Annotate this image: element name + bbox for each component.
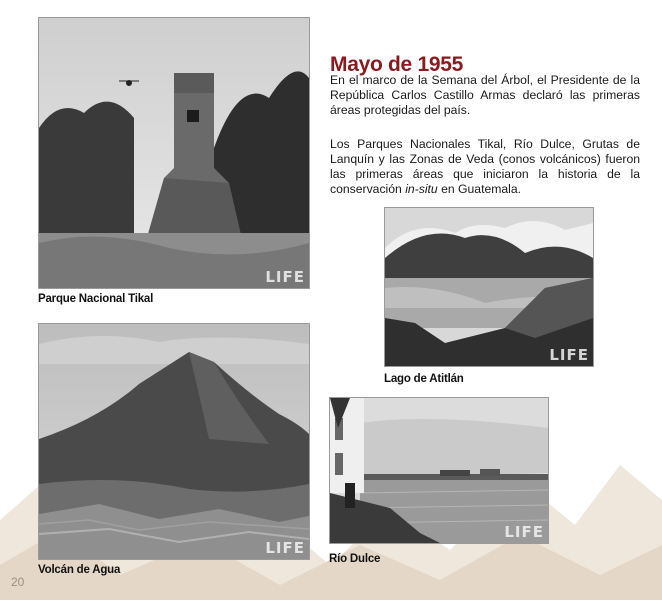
atitlan-photo xyxy=(384,207,594,367)
section-title: Mayo de 1955 xyxy=(330,53,463,76)
rio-dulce-photo xyxy=(329,397,549,544)
paragraph-text: Los Parques Nacionales Tikal, Río Dulce, Grutas de Lanquín y las Zonas de Veda (conos volcánicos) fueron las primeras áreas que iniciaron la historia de la conservación xyxy=(330,137,640,196)
life-watermark: LIFE xyxy=(265,268,305,286)
life-watermark: LIFE xyxy=(549,346,589,364)
paragraph-national-parks xyxy=(330,137,640,197)
tikal-photo xyxy=(38,17,310,289)
volcan-agua-photo xyxy=(38,323,310,560)
paragraph-protected-areas: En el marco de la Semana del Árbol, el Presidente de la República Carlos Castillo Armas declaró las primeras áreas protegidas del país. xyxy=(330,73,640,117)
atitlan-caption: Lago de Atitlán xyxy=(384,373,464,385)
page-number: 20 xyxy=(11,575,25,589)
tikal-caption: Parque Nacional Tikal xyxy=(38,293,154,305)
paragraph-text-end: en Guatemala. xyxy=(437,182,522,196)
rio-dulce-caption: Río Dulce xyxy=(329,553,381,565)
life-watermark: LIFE xyxy=(504,523,544,541)
volcan-agua-caption: Volcán de Agua xyxy=(38,564,121,576)
italic-term: in-situ xyxy=(405,182,438,196)
life-watermark: LIFE xyxy=(265,539,305,557)
